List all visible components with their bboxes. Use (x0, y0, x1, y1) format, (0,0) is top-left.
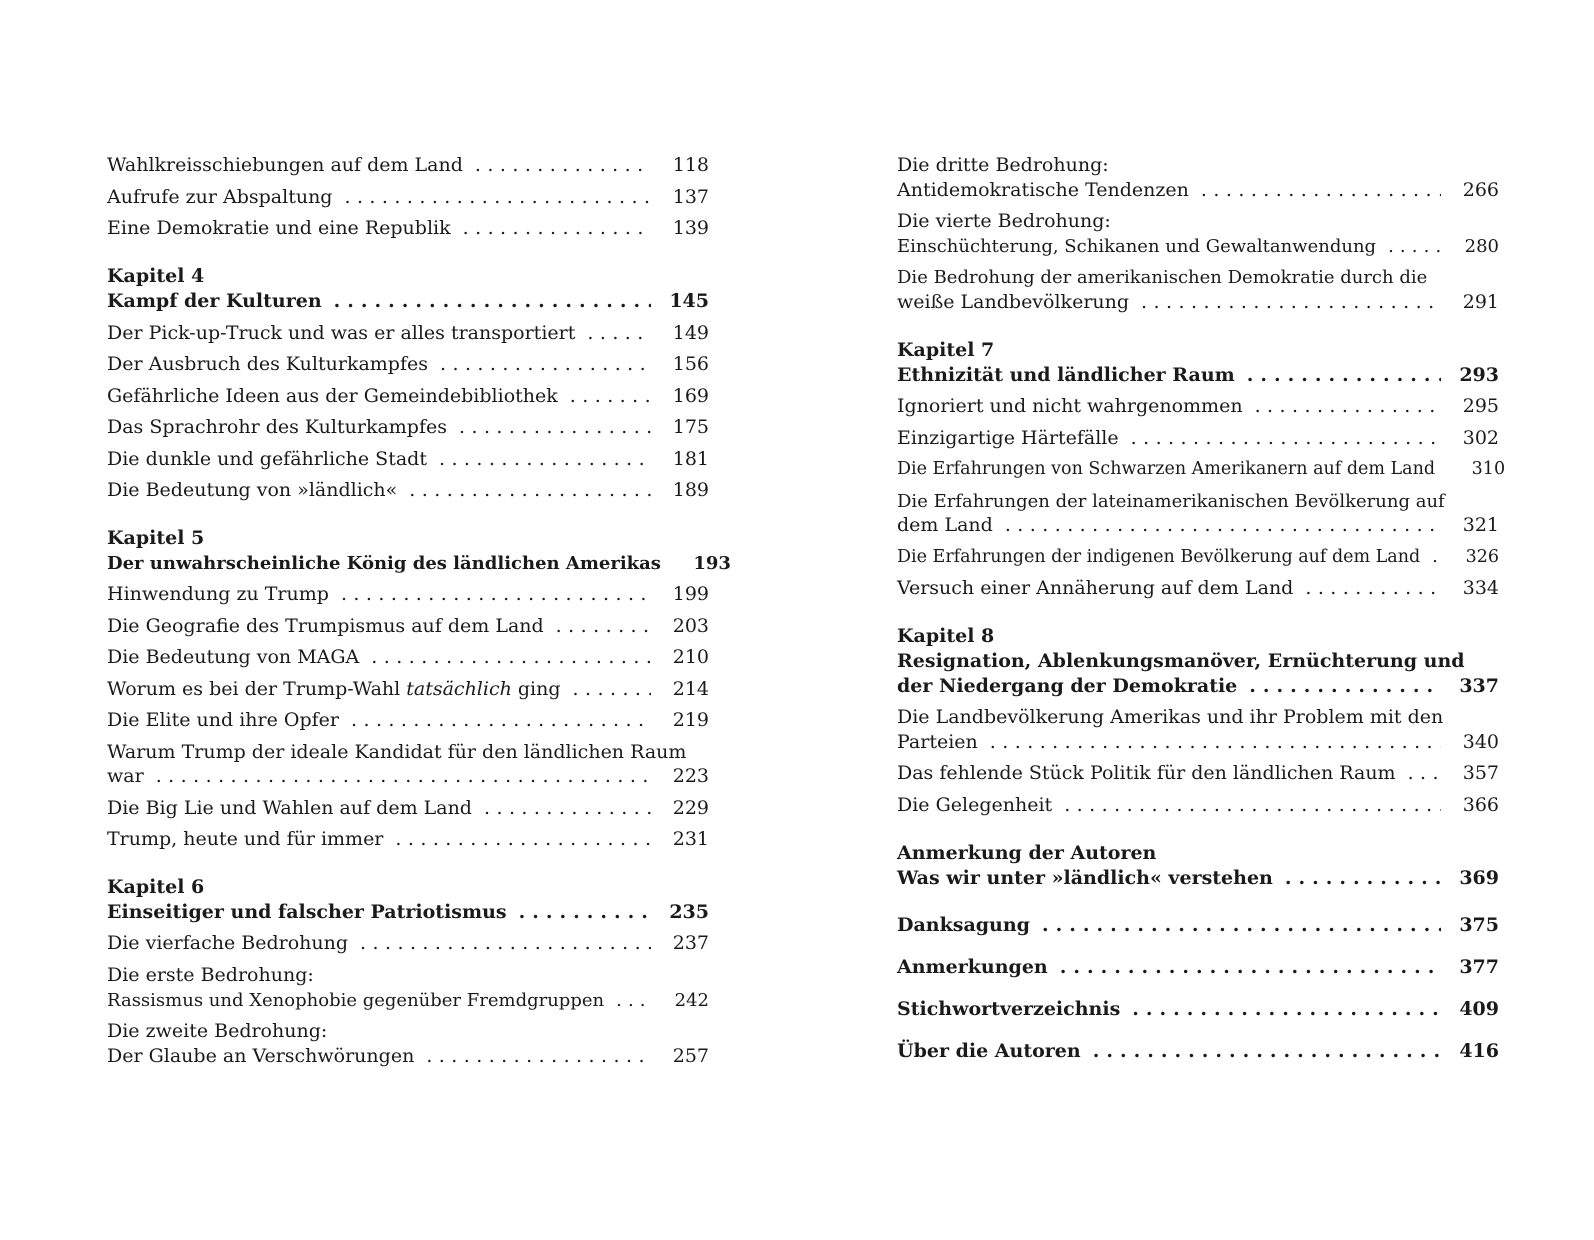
page-number: 334 (1462, 577, 1499, 599)
entry-title: Die Bedeutung von MAGA (107, 646, 360, 668)
page-number: 242 (674, 990, 709, 1011)
entry-title: Die Gelegenheit (897, 794, 1053, 816)
dot-leader (1048, 955, 1441, 980)
dot-leader (1119, 426, 1441, 451)
page-number: 156 (672, 353, 709, 375)
section-title: Danksagung (897, 914, 1030, 936)
toc-entry (107, 827, 709, 852)
entry-title: Hinwendung zu Trump (107, 583, 329, 605)
page-number: 295 (1462, 395, 1499, 417)
entry-title-line1: Warum Trump der ideale Kandidat für den ländlichen Raum (107, 741, 687, 763)
entry-title-line1: Die Landbevölkerung Amerikas und ihr Problem mit den (897, 706, 1444, 728)
entry-title: Die dunkle und gefährliche Stadt (107, 448, 427, 470)
toc-entry (107, 931, 709, 956)
dot-leader (993, 513, 1441, 538)
entry-title-line2: war (107, 765, 144, 787)
section-title: Was wir unter »ländlich« verstehen (897, 867, 1273, 889)
page-number: 280 (1464, 236, 1499, 257)
toc-entry (107, 614, 709, 639)
entry-title: Das Sprachrohr des Kulturkampfes (107, 416, 447, 438)
dot-leader (978, 730, 1441, 755)
entry-title-line2: Antidemokratische Tendenzen (897, 179, 1189, 201)
page-number: 229 (672, 797, 709, 819)
chapter-title-line1: Resignation, Ablenkungsmanöver, Ernüchterung und (897, 650, 1465, 672)
dot-leader (414, 1044, 651, 1069)
page-number: 145 (669, 290, 709, 312)
toc-entry (107, 796, 709, 821)
page-number: 193 (693, 553, 731, 574)
dot-leader (397, 478, 651, 503)
entry-title: Einzigartige Härtefälle (897, 427, 1119, 449)
dot-leader (661, 551, 673, 576)
dot-leader (1273, 866, 1441, 891)
chapter-title-entry (107, 900, 709, 925)
entry-title-part: Worum es bei der Trump-Wahl (107, 678, 407, 700)
dot-leader (1235, 363, 1441, 388)
chapter-label: Kapitel 7 (897, 339, 995, 361)
page-number: 310 (1471, 459, 1506, 479)
page-number: 137 (672, 186, 709, 208)
entry-title: Eine Demokratie und eine Republik (107, 217, 451, 239)
page-number: 169 (672, 385, 709, 407)
entry-title-part: ging (511, 678, 561, 700)
dot-leader (1052, 793, 1441, 818)
dot-leader (558, 384, 651, 409)
entry-title: Die Bedeutung von »ländlich« (107, 479, 398, 501)
dot-leader (1129, 290, 1441, 315)
chapter-title-entry (107, 551, 731, 576)
section-label: Anmerkung der Autoren (897, 842, 1157, 864)
entry-title-line1: Die erste Bedrohung: (107, 964, 314, 986)
dot-leader (1420, 545, 1441, 570)
entry-title: Die Geografie des Trumpismus auf dem Land (107, 615, 544, 637)
page-number: 409 (1459, 998, 1499, 1020)
section-title-entry (897, 997, 1499, 1022)
section-title: Über die Autoren (897, 1040, 1081, 1062)
toc-entry (107, 677, 709, 702)
toc-entry (897, 394, 1499, 419)
dot-leader (359, 645, 651, 670)
chapter-title-entry (897, 674, 1499, 699)
chapter-label: Kapitel 8 (897, 625, 995, 647)
section-title-entry (897, 866, 1499, 891)
page-number: 181 (672, 448, 709, 470)
page-number: 302 (1462, 427, 1499, 449)
dot-leader (144, 764, 651, 789)
section-title-entry (897, 913, 1499, 938)
toc-entry (107, 708, 709, 733)
section-title: Anmerkungen (897, 956, 1048, 978)
toc-entry (897, 290, 1499, 315)
page-number: 203 (672, 615, 709, 637)
dot-leader (575, 321, 651, 346)
toc-entry (107, 415, 709, 440)
dot-leader (447, 415, 651, 440)
toc-entry (107, 352, 709, 377)
dot-leader (472, 796, 651, 821)
entry-title-line1: Die zweite Bedrohung: (107, 1020, 328, 1042)
toc-entry (107, 321, 709, 346)
toc-entry (107, 216, 709, 241)
entry-title: Die Erfahrungen von Schwarzen Amerikanern auf dem Land (897, 459, 1436, 479)
toc-entry (897, 426, 1499, 451)
page-number: 357 (1462, 762, 1499, 784)
entry-title: Die Big Lie und Wahlen auf dem Land (107, 797, 472, 819)
dot-leader (329, 582, 651, 607)
entry-title-line1: Die vierte Bedrohung: (897, 210, 1111, 232)
dot-leader (1376, 234, 1441, 259)
page-number: 366 (1462, 794, 1499, 816)
page-number: 293 (1459, 364, 1499, 386)
entry-title: Die vierfache Bedrohung (107, 932, 349, 954)
entry-title: Der Ausbruch des Kulturkampfes (107, 353, 428, 375)
toc-entry (897, 761, 1499, 786)
entry-title: Wahlkreisschiebungen auf dem Land (107, 154, 463, 176)
dot-leader (507, 900, 651, 925)
entry-title: Das fehlende Stück Politik für den ländlichen Raum (897, 762, 1396, 784)
dot-leader (451, 216, 651, 241)
page-number: 175 (672, 416, 709, 438)
page-number: 189 (672, 479, 709, 501)
chapter-title-entry (107, 289, 709, 314)
chapter-title: Einseitiger und falscher Patriotismus (107, 901, 507, 923)
toc-entry (107, 988, 709, 1013)
toc-entry (897, 576, 1499, 601)
chapter-title: Kampf der Kulturen (107, 290, 322, 312)
toc-entry (897, 178, 1499, 203)
entry-title-line1: Die dritte Bedrohung: (897, 154, 1109, 176)
page-number: 337 (1459, 675, 1499, 697)
section-title: Stichwortverzeichnis (897, 998, 1121, 1020)
page-number: 210 (672, 646, 709, 668)
dot-leader (1189, 178, 1441, 203)
dot-leader (561, 677, 651, 702)
dot-leader (1120, 997, 1441, 1022)
page-number: 223 (672, 765, 709, 787)
entry-title-emphasis: tatsächlich (406, 678, 512, 700)
page-number: 231 (672, 828, 709, 850)
toc-entry (107, 478, 709, 503)
section-title-entry (897, 955, 1499, 980)
chapter-title: Ethnizität und ländlicher Raum (897, 364, 1235, 386)
entry-title: Ignoriert und nicht wahrgenommen (897, 395, 1243, 417)
toc-entry (897, 730, 1499, 755)
entry-title-line1: Die Erfahrungen der lateinamerikanischen Bevölkerung auf (897, 491, 1445, 512)
entry-title: Aufrufe zur Abspaltung (107, 186, 333, 208)
toc-entry (897, 234, 1499, 259)
chapter-label: Kapitel 6 (107, 876, 205, 898)
entry-title-line2: weiße Landbevölkerung (897, 291, 1130, 313)
page-number: 235 (669, 901, 709, 923)
page-number: 266 (1462, 179, 1499, 201)
page-number: 340 (1462, 731, 1499, 753)
toc-entry (107, 764, 709, 789)
dot-leader (348, 931, 651, 956)
page-number: 139 (672, 217, 709, 239)
dot-leader (1081, 1039, 1441, 1064)
dot-leader (1237, 674, 1441, 699)
chapter-label: Kapitel 4 (107, 265, 205, 287)
entry-title (107, 677, 561, 702)
toc-entry (897, 513, 1499, 538)
dot-leader (1396, 761, 1441, 786)
dot-leader (383, 827, 651, 852)
entry-title-line2: Der Glaube an Verschwörungen (107, 1045, 415, 1067)
page-number: 375 (1459, 914, 1499, 936)
toc-entry (107, 447, 709, 472)
page-number: 237 (672, 932, 709, 954)
toc-entry (107, 582, 709, 607)
dot-leader (1293, 576, 1441, 601)
page-number: 369 (1459, 867, 1499, 889)
page-number: 149 (672, 322, 709, 344)
chapter-title: Der unwahrscheinliche König des ländlichen Amerikas (107, 553, 661, 574)
page-number: 257 (672, 1045, 709, 1067)
page-number: 118 (672, 154, 709, 176)
chapter-title-line2: der Niedergang der Demokratie (897, 675, 1238, 697)
toc-entry (107, 185, 709, 210)
section-title-entry (897, 1039, 1499, 1064)
entry-title-line2: Rassismus und Xenophobie gegenüber Fremdgruppen (107, 990, 605, 1011)
page-number: 377 (1459, 956, 1499, 978)
entry-title: Trump, heute und für immer (107, 828, 384, 850)
page-number: 219 (672, 709, 709, 731)
toc-entry (107, 645, 709, 670)
entry-title-line2: dem Land (897, 514, 993, 536)
dot-leader (322, 289, 651, 314)
toc-entry (897, 545, 1499, 570)
page-number: 326 (1465, 547, 1499, 567)
page-number: 291 (1462, 291, 1499, 313)
page-number: 321 (1462, 514, 1499, 536)
entry-title: Versuch einer Annäherung auf dem Land (897, 577, 1294, 599)
entry-title: Die Elite und ihre Opfer (107, 709, 339, 731)
entry-title-line1: Die Bedrohung der amerikanischen Demokratie durch die (897, 267, 1428, 288)
toc-entry (897, 457, 1506, 482)
dot-leader (544, 614, 651, 639)
toc-entry (897, 793, 1499, 818)
dot-leader (604, 988, 651, 1013)
dot-leader (332, 185, 651, 210)
page-number: 199 (672, 583, 709, 605)
entry-title-line2: Einschüchterung, Schikanen und Gewaltanwendung (897, 236, 1377, 257)
dot-leader (427, 447, 651, 472)
chapter-title-entry (897, 363, 1499, 388)
toc-entry (107, 1044, 709, 1069)
dot-leader (428, 352, 651, 377)
dot-leader (1030, 913, 1441, 938)
toc-entry (107, 384, 709, 409)
dot-leader (463, 153, 651, 178)
chapter-label: Kapitel 5 (107, 527, 205, 549)
dot-leader (1435, 457, 1447, 482)
entry-title-line2: Parteien (897, 731, 978, 753)
dot-leader (339, 708, 651, 733)
entry-title: Gefährliche Ideen aus der Gemeindebibliothek (107, 385, 558, 407)
dot-leader (1243, 394, 1441, 419)
page-number: 214 (672, 678, 709, 700)
entry-title: Die Erfahrungen der indigenen Bevölkerung auf dem Land (897, 547, 1421, 567)
entry-title: Der Pick-up-Truck und was er alles transportiert (107, 322, 576, 344)
toc-entry (107, 153, 709, 178)
page-number: 416 (1459, 1040, 1499, 1062)
